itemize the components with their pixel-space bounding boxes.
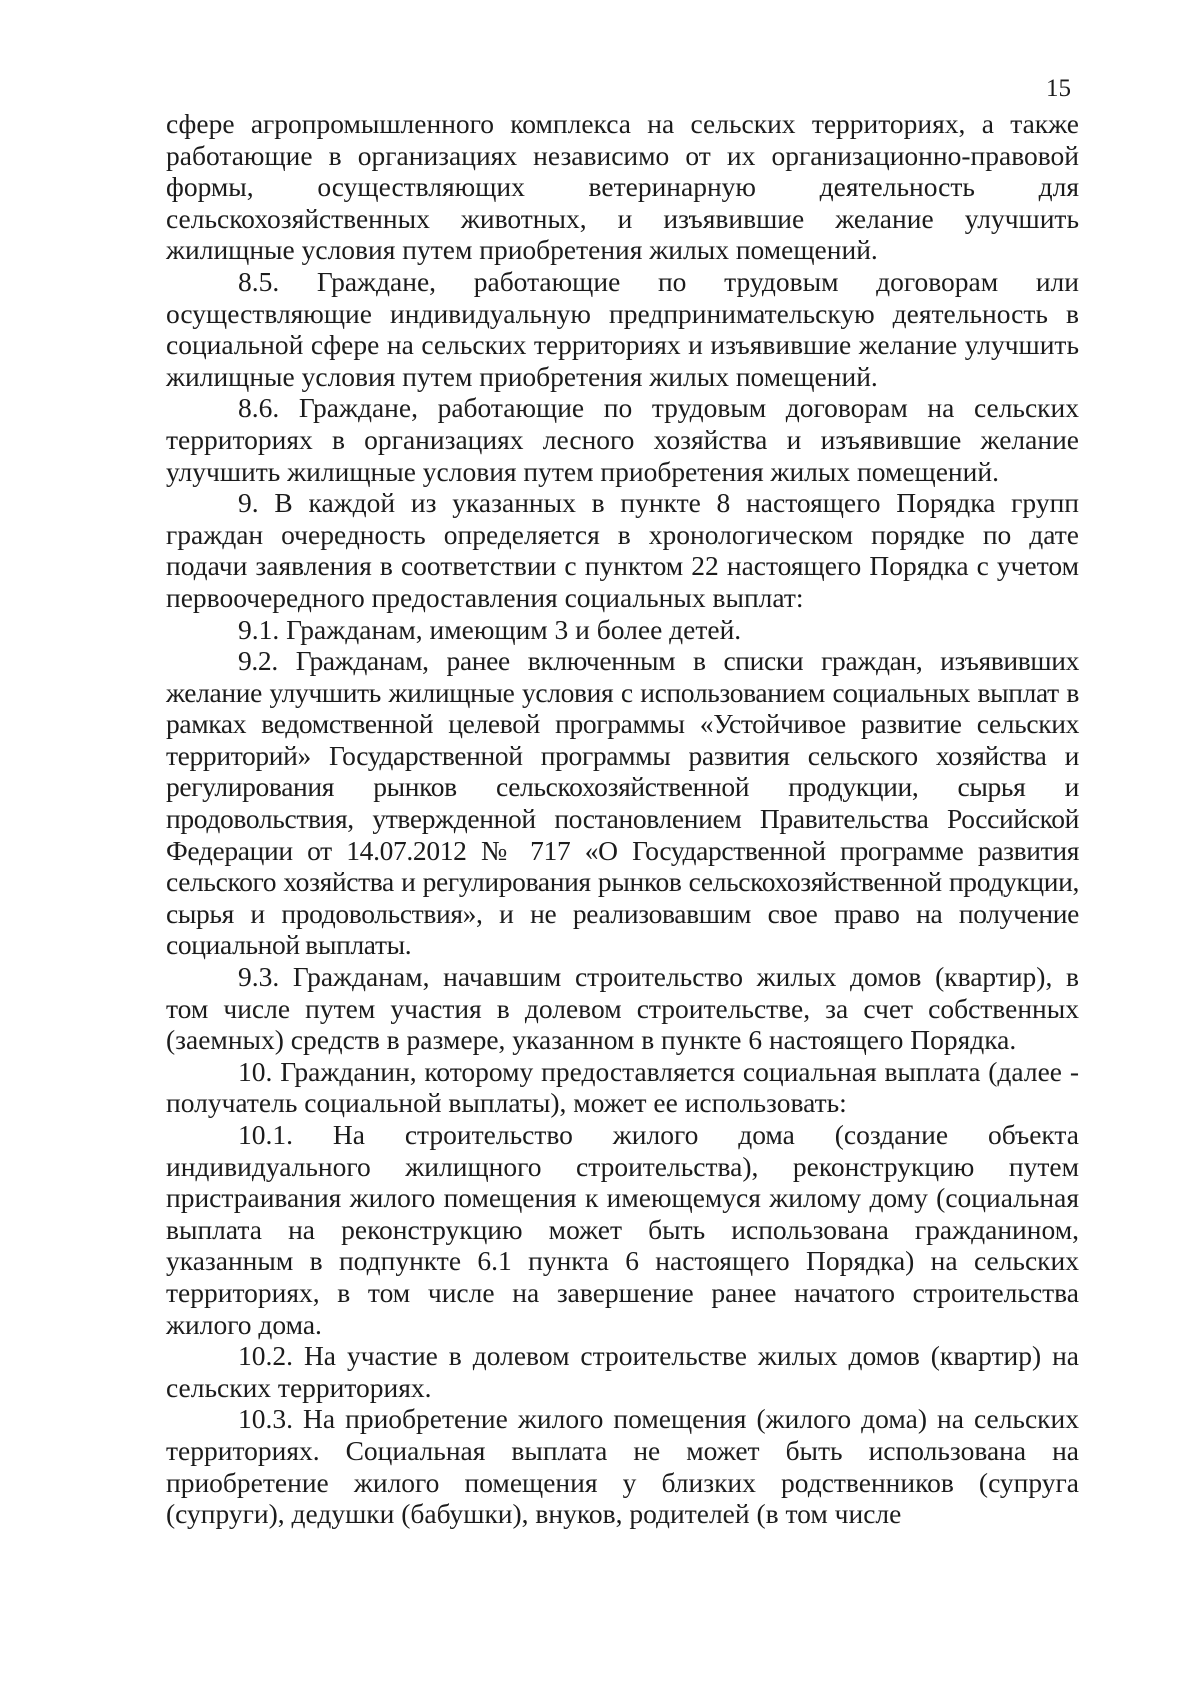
paragraph-8-5: 8.5. Граждане, работающие по трудовым договорам или осуществляющие индивидуальную предпринимательскую деятельность в социальной сфере на сельских территориях и изъявившие желание улучшить жилищные условия путем приобретения жилых помещений. (166, 265, 1079, 392)
document-body (166, 108, 1079, 1530)
paragraph-9-2: 9.2. Гражданам, ранее включенным в списки граждан, изъявивших желание улучшить жилищные условия с использованием социальных выплат в рамках ведомственной целевой программы «Устойчивое развитие сельских территорий» Государственной программы развития сельского хозяйства и регулирования рынков сельскохозяйственной продукции, сырья и продовольствия, утвержденной постановлением Правительства Российской Федерации от 14.07.2012 № 717 «О Государственной программе развития сельского хозяйства и регулирования рынков сельскохозяйственной продукции, сырья и продовольствия», и не реализовавшим свое право на получение социальной выплаты. (166, 645, 1079, 961)
paragraph-10: 10. Гражданин, которому предоставляется социальная выплата (далее - получатель социальной выплаты), может ее использовать: (166, 1055, 1079, 1119)
paragraph-10-2: 10.2. На участие в долевом строительстве жилых домов (квартир) на сельских территориях. (166, 1340, 1079, 1403)
paragraph-10-3: 10.3. На приобретение жилого помещения (жилого дома) на сельских территориях. Социальная выплата не может быть использована на приобретение жилого помещения у близких родственников (супруга (супруги), дедушки (бабушки), внуков, родителей (в том числе (166, 1403, 1079, 1530)
paragraph-8-6: 8.6. Граждане, работающие по трудовым договорам на сельских территориях в организациях лесного хозяйства и изъявившие желание улучшить жилищные условия путем приобретения жилых помещений. (166, 392, 1079, 487)
page-number: 15 (1046, 75, 1071, 102)
paragraph-10-1: 10.1. На строительство жилого дома (создание объекта индивидуального жилищного строительства), реконструкцию путем пристраивания жилого помещения к имеющемуся жилому дому (социальная выплата на реконструкцию может быть использована гражданином, указанным в подпункте 6.1 пункта 6 настоящего Порядка) на сельских территориях, в том числе на завершение ранее начатого строительства жилого дома. (166, 1119, 1079, 1340)
paragraph-9: 9. В каждой из указанных в пункте 8 настоящего Порядка групп граждан очередность определяется в хронологическом порядке по дате подачи заявления в соответствии с пунктом 22 настоящего Порядка с учетом первоочередного предоставления социальных выплат: (166, 487, 1079, 613)
paragraph-8-4-continuation: сфере агропромышленного комплекса на сельских территориях, а также работающие в организациях независимо от их организационно-правовой формы, осуществляющих ветеринарную деятельность для сельскохозяйственных животных, и изъявившие желание улучшить жилищные условия путем приобретения жилых помещений. (166, 108, 1079, 266)
paragraph-9-1: 9.1. Гражданам, имеющим 3 и более детей. (238, 613, 742, 645)
paragraph-9-3: 9.3. Гражданам, начавшим строительство жилых домов (квартир), в том числе путем участия в долевом строительстве, за счет собственных (заемных) средств в размере, указанном в пункте 6 настоящего Порядка. (166, 961, 1079, 1056)
